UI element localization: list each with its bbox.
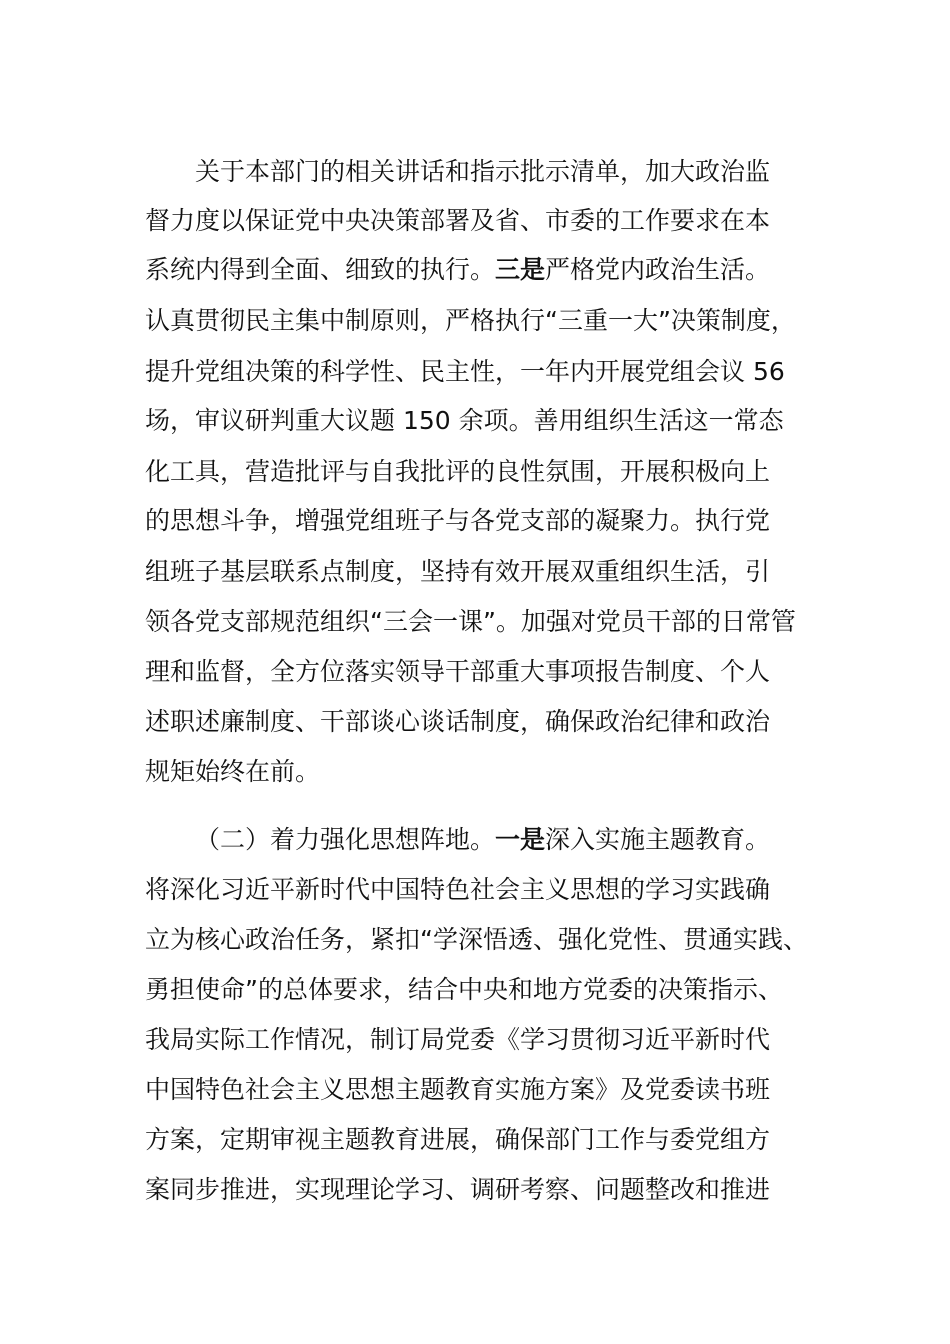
text-line: 述职述廉制度、干部谈心谈话制度，确保政治纪律和政治 bbox=[145, 707, 771, 736]
text-line: 勇担使命”的总体要求，结合中央和地方党委的决策指示、 bbox=[145, 975, 783, 1004]
text-line: 立为核心政治任务，紧扣“学深悟透、强化党性、贯通实践、 bbox=[145, 925, 808, 954]
text-line: 关于本部门的相关讲话和指示批示清单，加大政治监 bbox=[195, 157, 771, 186]
emphasis-marker: 三是 bbox=[495, 255, 546, 284]
text-line: 组班子基层联系点制度，坚持有效开展双重组织生活，引 bbox=[145, 557, 771, 586]
section-heading: （二）着力强化思想阵地。 bbox=[195, 825, 496, 854]
text-line: 领各党支部规范组织“三会一课”。加强对党员干部的日常管 bbox=[145, 607, 796, 636]
text-line: 提升党组决策的科学性、民主性，一年内开展党组会议 56 bbox=[145, 357, 785, 386]
text-line bbox=[145, 252, 770, 288]
text-span: 严格党内政治生活。 bbox=[545, 255, 771, 284]
text-line: 我局实际工作情况，制订局党委《学习贯彻习近平新时代 bbox=[145, 1025, 771, 1054]
text-line: 场，审议研判重大议题 150 余项。善用组织生活这一常态 bbox=[145, 406, 784, 435]
text-line: 中国特色社会主义思想主题教育实施方案》及党委读书班 bbox=[145, 1075, 771, 1104]
text-line: 规矩始终在前。 bbox=[145, 757, 321, 786]
text-line: 督力度以保证党中央决策部署及省、市委的工作要求在本 bbox=[145, 206, 771, 235]
text-line: 的思想斗争，增强党组班子与各党支部的凝聚力。执行党 bbox=[145, 506, 771, 535]
text-line: 化工具，营造批评与自我批评的良性氛围，开展积极向上 bbox=[145, 457, 771, 486]
text-line: 案同步推进，实现理论学习、调研考察、问题整改和推进 bbox=[145, 1175, 771, 1204]
text-line: 理和监督，全方位落实领导干部重大事项报告制度、个人 bbox=[145, 657, 771, 686]
text-line: 认真贯彻民主集中制原则，严格执行“三重一大”决策制度， bbox=[145, 306, 796, 335]
emphasis-marker: 一是 bbox=[495, 825, 546, 854]
text-line: 方案，定期审视主题教育进展，确保部门工作与委党组方 bbox=[145, 1125, 771, 1154]
text-span: 深入实施主题教育。 bbox=[545, 825, 771, 854]
text-line bbox=[195, 822, 770, 858]
text-line: 将深化习近平新时代中国特色社会主义思想的学习实践确 bbox=[145, 875, 771, 904]
text-span: 系统内得到全面、细致的执行。 bbox=[145, 255, 496, 284]
